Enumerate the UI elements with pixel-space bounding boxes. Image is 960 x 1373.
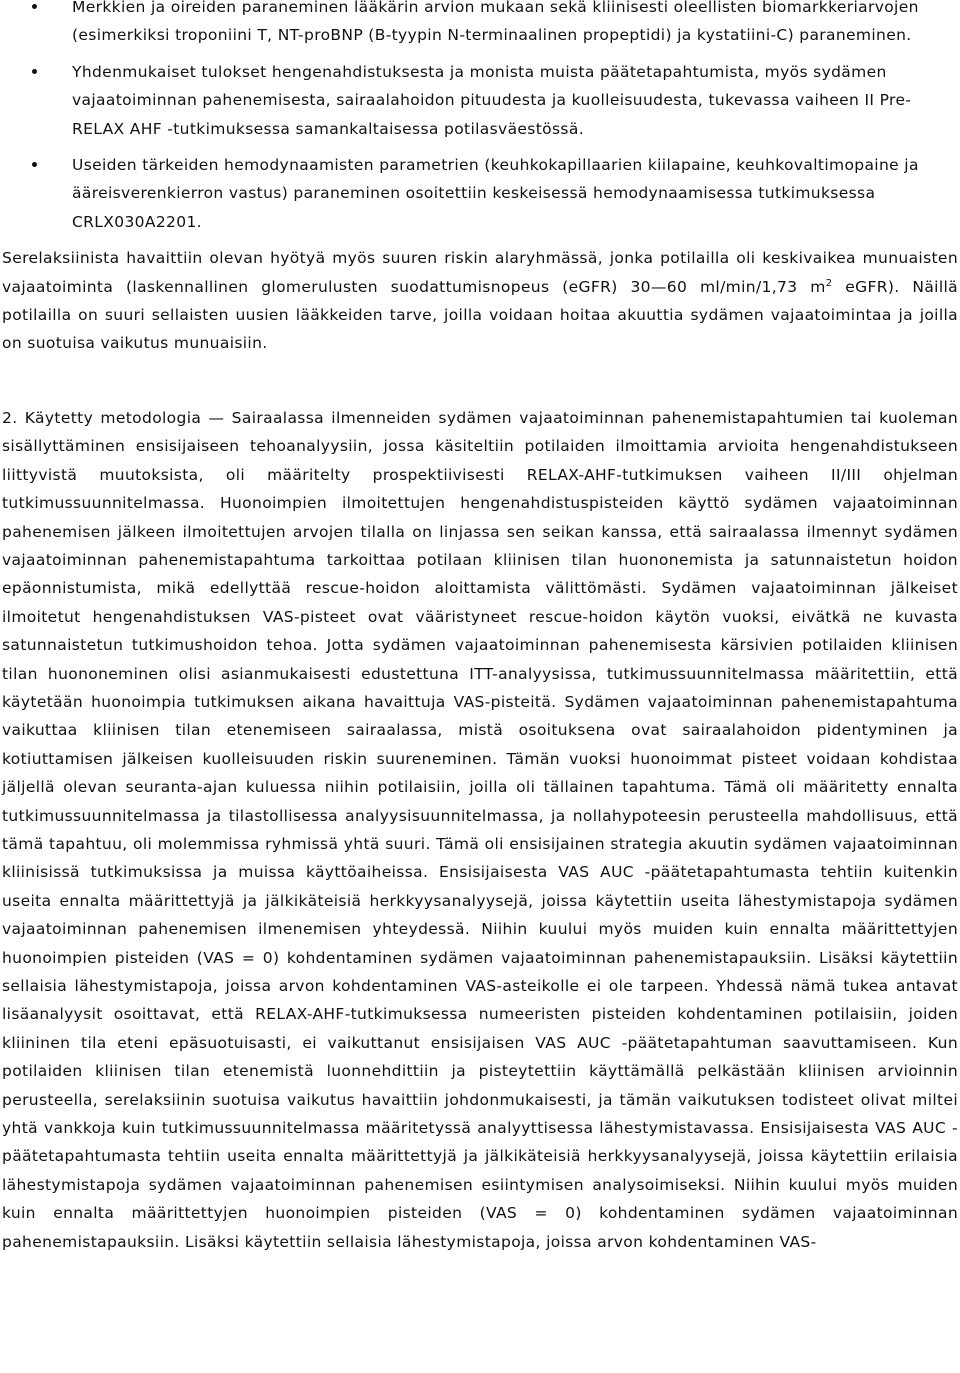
- bullet-list: [2, 0, 958, 236]
- bullet-dot-icon: [32, 4, 37, 9]
- bullet-text: Merkkien ja oireiden paraneminen lääkärin arvion mukaan sekä kliinisesti oleellisten biomarkkeriarvojen (esimerkiksi troponiini T, NT-proBNP (B-tyypin N-terminaalinen propeptidi) ja kystatiini-C) paraneminen.: [72, 0, 919, 45]
- paragraph-spacer: [2, 358, 958, 404]
- bullet-item: [2, 0, 958, 50]
- paragraph-methodology: 2. Käytetty metodologia — Sairaalassa ilmenneiden sydämen vajaatoiminnan pahenemistapahtumien tai kuoleman sisällyttäminen ensisijaiseen tehoanalyysiin, jossa käsiteltiin potilaiden ilmoittamia arvioita hengenahdistukseen liittyvistä muutoksista, oli määritelty prospektiivisesti RELAX-AHF-tutkimuksen vaiheen II/III ohjelman tutkimussuunnitelmassa. Huonoimpien ilmoitettujen hengenahdistuspisteiden käyttö sydämen vajaatoiminnan pahenemisen jälkeen ilmoitettujen arvojen tilalla on linjassa sen seikan kanssa, että sairaalassa ilmennyt sydämen vajaatoiminnan pahenemistapahtuma tarkoittaa potilaan kliinisen tilan huononemista ja satunnaistetun hoidon epäonnistumista, mikä edellyttää rescue-hoidon aloittamista välittömästi. Sydämen vajaatoiminnan jälkeiset ilmoitetut hengenahdistuksen VAS-pisteet ovat vääristyneet rescue-hoidon käytön vuoksi, eivätkä ne kuvasta satunnaistetun tutkimushoidon tehoa. Jotta sydämen vajaatoiminnan pahenemisesta kärsivien potilaiden kliinisen tilan huononeminen olisi asianmukaisesti edustettuna ITT-analyysissa, tutkimussuunnitelmassa määritettiin, että käytetään huonoimpia tutkimuksen aikana havaittuja VAS-pisteitä. Sydämen vajaatoiminnan pahenemistapahtuma vaikuttaa kliinisen tilan etenemiseen sairaalassa, mistä osoituksena ovat sairaalahoidon pidentyminen ja kotiuttamisen jälkeisen kuolleisuuden riskin suureneminen. Tämän vuoksi huonoimmat pisteet voidaan kohdistaa jäljellä olevan seuranta-ajan kuluessa niihin potilaisiin, joilla oli tällainen tapahtuma. Tämä oli määritetty ennalta tutkimussuunnitelmassa ja tilastollisessa analyysisuunnitelmassa, ja nollahypoteesin perusteella mahdollisuus, että tämä tapahtuu, oli molemmissa ryhmissä yhtä suuri. Tämä oli ensisijainen strategia akuutin sydämen vajaatoiminnan kliinisissä tutkimuksissa ja muissa käyttöaiheissa. Ensisijaisesta VAS AUC -päätetapahtumasta tehtiin kuitenkin useita ennalta määrittettyjä ja jälkikäteisiä herkkyysanalyysejä, joissa käytettiin useita lähestymistapoja sydämen vajaatoiminnan pahenemisen ilmenemisen yhteydessä. Niihin kuului myös muiden kuin ennalta määrittettyjen huonoimpien pisteiden (VAS = 0) kohdentaminen sydämen vajaatoiminnan pahenemistapauksiin. Lisäksi käytettiin sellaisia lähestymistapoja, joissa arvon kohdentaminen VAS-asteikolle ei ole tarpeen. Yhdessä nämä tukea antavat lisäanalyysit osoittavat, että RELAX-AHF-tutkimuksessa numeeristen pisteiden kohdentaminen potilaisiin, joiden kliininen tila eteni epäsuotuisasti, ei vaikuttanut ensisijaisen VAS AUC -päätetapahtuman saavuttamiseen. Kun potilaiden kliinisen tilan etenemistä luonnehdittiin ja pisteytettiin käyttämällä pelkästään kliinisen arvioinnin perusteella, serelaksiinin suotuisa vaikutus havaittiin johdonmukaisesti, ja tämän vaikutuksen todisteet olivat miltei yhtä vankkoja kuin tutkimussuunnitelmassa määritetyssä analyyttisessa lähestymistavassa. Ensisijaisesta VAS AUC -päätetapahtumasta tehtiin useita ennalta määrittettyjä ja jälkikäteisiä herkkyysanalyysejä, joissa käytettiin erilaisia lähestymistapoja sydämen vajaatoiminnan pahenemisen esiintymisen analysoimiseksi. Niihin kuului myös muiden kuin ennalta määrittettyjen huonoimpien pisteiden (VAS = 0) kohdentaminen sydämen vajaatoiminnan pahenemistapauksiin. Lisäksi käytettiin sellaisia lähestymistapoja, joissa arvon kohdentaminen VAS-: [2, 408, 958, 1251]
- bullet-item: [2, 58, 958, 143]
- paragraph-renal-subgroup: [2, 244, 958, 358]
- bullet-item: [2, 151, 958, 236]
- paragraph-text: Serelaksiinista havaittiin olevan hyötyä myös suuren riskin alaryhmässä, jonka potilailla oli keskivaikea munuaisten vajaatoiminta (laskennallinen glomerulusten suodattumisnopeus (eGFR) 30—60 ml/min/1,73 m: [2, 249, 958, 296]
- bullet-dot-icon: [32, 69, 37, 74]
- superscript: 2: [825, 277, 833, 289]
- paragraph-text: eGFR). Näillä potilailla on suuri sellaisten uusien lääkkeiden tarve, joilla voidaan hoitaa akuuttia sydämen vajaatoimintaa ja joilla on suotuisa vaikutus munuaisiin.: [2, 277, 958, 353]
- bullet-text: Useiden tärkeiden hemodynaamisten parametrien (keuhkokapillaarien kiilapaine, keuhkovaltimopaine ja ääreisverenkierron vastus) paraneminen osoitettiin keskeisessä hemodynaamisessa tutkimuksessa CRLX030A2201.: [72, 156, 919, 231]
- bullet-text: Yhdenmukaiset tulokset hengenahdistuksesta ja monista muista päätetapahtumista, myös sydämen vajaatoiminnan pahenemisesta, sairaalahoidon pituudesta ja kuolleisuudesta, tukevassa vaiheen II Pre-RELAX AHF -tutkimuksessa samankaltaisessa potilasväestössä.: [72, 62, 912, 138]
- bullet-dot-icon: [32, 162, 37, 167]
